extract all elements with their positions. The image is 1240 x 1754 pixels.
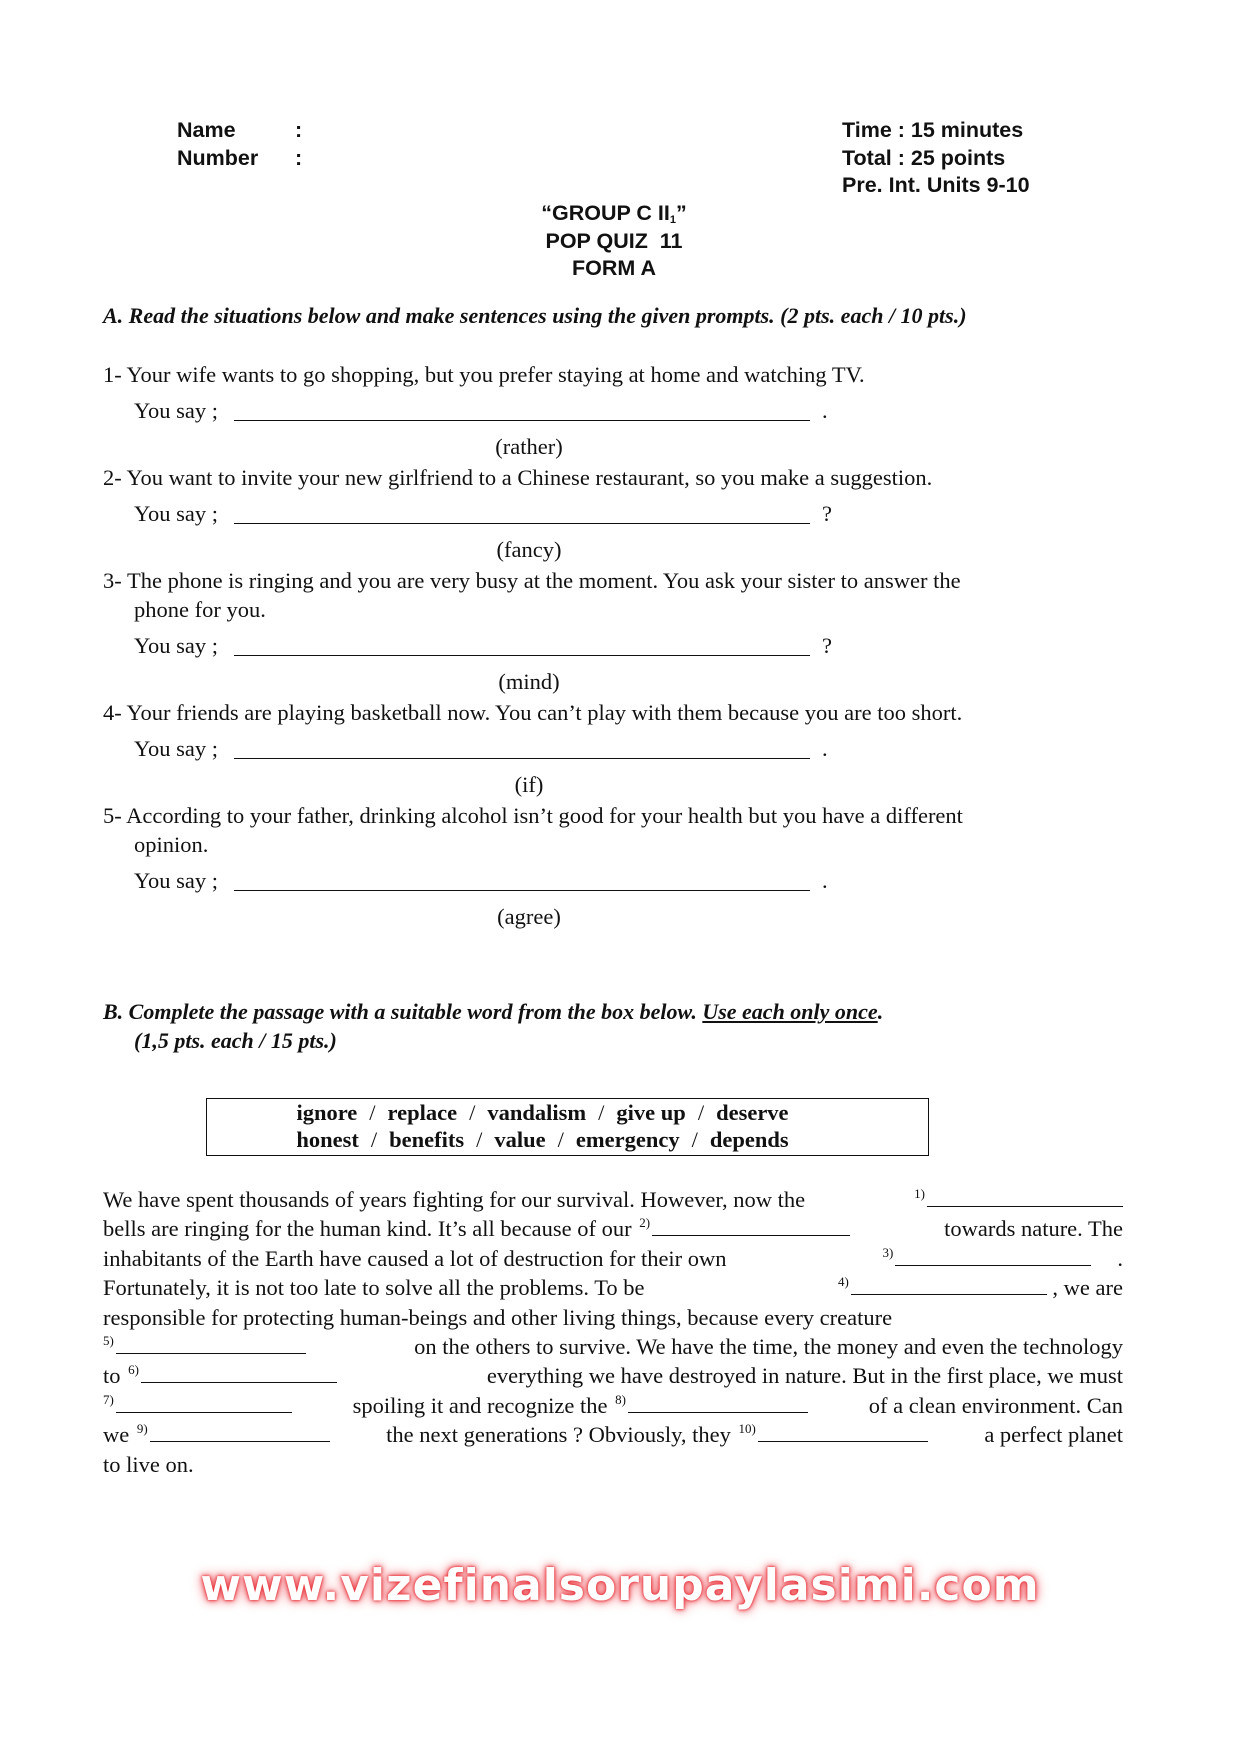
section-a-heading: A. Read the situations below and make sentences using the given prompts. (2 pts. each / 10 pts.) [103, 303, 967, 328]
answer-line[interactable] [234, 655, 810, 656]
blank-1[interactable] [927, 1186, 1123, 1207]
question-text: 2- You want to invite your new girlfriend to a Chinese restaurant, so you make a suggestion. [103, 465, 933, 490]
passage-line [103, 1391, 1123, 1420]
you-say-label: You say ; [134, 736, 218, 761]
question-text: 4- Your friends are playing basketball now. You can’t play with them because you are too short. [103, 700, 963, 725]
passage-text: we [103, 1422, 130, 1448]
prompt-word: (agree) [497, 904, 561, 929]
units-info: Pre. Int. Units 9-10 [842, 173, 1030, 197]
group-subscript: 1 [669, 214, 676, 226]
passage-text: Fortunately, it is not too late to solve all the problems. To be [103, 1275, 645, 1301]
passage-text: of a clean environment. Can [868, 1392, 1123, 1418]
answer-line[interactable] [234, 523, 810, 524]
passage-text: on the others to survive. We have the time, the money and even the technology [414, 1333, 1123, 1359]
blank-number-5: 5) [103, 1332, 114, 1348]
you-say-label: You say ; [134, 868, 218, 893]
number-label: Number [177, 145, 259, 170]
question-4 [103, 698, 1103, 799]
blank-8[interactable] [628, 1392, 808, 1413]
blank-number-8: 8) [615, 1391, 626, 1407]
passage-line [103, 1273, 1123, 1302]
quiz-info [842, 117, 1030, 200]
section-b-points: (1,5 pts. each / 15 pts.) [134, 1028, 337, 1053]
answer-line[interactable] [234, 420, 810, 421]
question-text: 3- The phone is ringing and you are very busy at the moment. You ask your sister to answer the [103, 568, 961, 593]
answer-punctuation: . [822, 868, 828, 893]
question-text: 5- According to your father, drinking alcohol isn’t good for your health but you have a different [103, 803, 963, 828]
passage-line [103, 1450, 1123, 1479]
answer-row [103, 859, 1103, 903]
blank-4[interactable] [851, 1274, 1047, 1295]
quiz-number: POP QUIZ 11 [545, 228, 683, 253]
passage-text: to live on. [103, 1451, 194, 1477]
blank-number-2: 2) [639, 1215, 651, 1231]
passage-text: spoiling it and recognize the [352, 1392, 608, 1418]
quiz-title [0, 200, 1228, 283]
passage-text: , we are [1052, 1275, 1123, 1301]
blank-number-9: 9) [136, 1421, 148, 1437]
passage-line [103, 1303, 1123, 1332]
question-1 [103, 360, 1103, 461]
answer-punctuation: ? [822, 633, 832, 658]
answer-row [103, 624, 1103, 668]
passage-text: a perfect planet [984, 1422, 1123, 1448]
blank-number-7: 7) [103, 1391, 114, 1407]
passage-line [103, 1185, 1123, 1214]
blank-9[interactable] [150, 1421, 330, 1442]
passage-text: bells are ringing for the human kind. It’s all because of our [103, 1216, 632, 1242]
watermark: www.vizefinalsorupaylasimi.com [200, 1560, 1040, 1611]
passage-text: the next generations ? Obviously, they [386, 1422, 731, 1448]
student-info [177, 117, 302, 172]
passage-line [103, 1420, 1123, 1449]
form-label: FORM A [572, 256, 656, 280]
blank-5[interactable] [116, 1333, 306, 1354]
answer-punctuation: . [822, 398, 828, 423]
group-title [0, 200, 1228, 228]
word-option: emergency [575, 1127, 680, 1152]
word-option: ignore [296, 1100, 358, 1125]
word-separator: / [370, 1127, 378, 1152]
word-option: benefits [389, 1127, 465, 1152]
name-label: Name [177, 118, 236, 142]
word-box [206, 1098, 929, 1156]
passage-text: towards nature. The [944, 1216, 1123, 1242]
prompt-word: (mind) [498, 669, 560, 694]
number-field[interactable] [177, 145, 302, 173]
blank-number-1: 1) [914, 1186, 925, 1201]
prompt-word: (fancy) [496, 537, 562, 562]
section-b-instruction: B. Complete the passage with a suitable word from the box below. [103, 999, 703, 1024]
word-separator: / [476, 1127, 483, 1152]
passage-line [103, 1361, 1123, 1390]
answer-punctuation: ? [822, 501, 832, 526]
answer-line[interactable] [234, 758, 810, 759]
section-b-underlined: Use each only once [702, 999, 878, 1024]
question-5 [103, 801, 1103, 931]
blank-7[interactable] [116, 1392, 292, 1413]
question-3 [103, 566, 1103, 696]
word-separator: / [369, 1100, 376, 1125]
question-text: opinion. [134, 832, 209, 857]
name-colon: : [295, 118, 303, 142]
answer-line[interactable] [234, 890, 810, 891]
blank-number-10: 10) [738, 1421, 756, 1437]
word-separator: / [598, 1100, 605, 1125]
prompt-word: (if) [514, 772, 544, 797]
passage-text: to [103, 1363, 121, 1389]
total-info: Total : 25 points [842, 145, 1006, 170]
answer-punctuation: . [822, 736, 828, 761]
question-2 [103, 463, 1103, 564]
passage-line [103, 1332, 1123, 1361]
section-a [103, 360, 1103, 933]
question-text: 1- Your wife wants to go shopping, but you prefer staying at home and watching TV. [103, 362, 865, 387]
section-b-heading [103, 997, 883, 1055]
word-box-row-1 [207, 1099, 928, 1126]
you-say-label: You say ; [134, 501, 218, 526]
word-separator: / [691, 1127, 698, 1152]
word-separator: / [469, 1100, 476, 1125]
you-say-label: You say ; [134, 398, 218, 423]
prompt-word: (rather) [495, 434, 563, 459]
word-option: give up [616, 1100, 686, 1125]
blank-2[interactable] [652, 1215, 850, 1236]
word-separator: / [697, 1100, 705, 1125]
passage-text: inhabitants of the Earth have caused a lot of destruction for their own [103, 1245, 727, 1271]
word-separator: / [557, 1127, 564, 1152]
passage-text: We have spent thousands of years fighting for our survival. However, now the [103, 1187, 806, 1212]
name-field[interactable] [177, 117, 302, 145]
passage-text: . [1117, 1245, 1123, 1271]
word-option: honest [296, 1127, 359, 1152]
number-colon: : [295, 145, 303, 170]
passage-line [103, 1214, 1123, 1243]
passage-line [103, 1244, 1123, 1273]
blank-6[interactable] [141, 1362, 337, 1383]
passage [103, 1185, 1123, 1479]
answer-row [103, 492, 1103, 536]
group-title-text: “GROUP C II [541, 201, 670, 225]
blank-number-6: 6) [128, 1362, 139, 1378]
word-option: depends [709, 1127, 789, 1152]
word-option: deserve [716, 1100, 789, 1125]
section-b-period: . [877, 999, 884, 1024]
question-text: phone for you. [134, 597, 266, 622]
answer-row [103, 389, 1103, 433]
passage-text: responsible for protecting human-beings and other living things, because every creature [103, 1304, 893, 1330]
blank-number-3: 3) [882, 1244, 894, 1260]
passage-text: everything we have destroyed in nature. But in the first place, we must [486, 1363, 1123, 1389]
word-option: vandalism [487, 1100, 587, 1125]
blank-3[interactable] [895, 1245, 1091, 1266]
word-option: value [494, 1127, 546, 1152]
time-info: Time : 15 minutes [842, 118, 1024, 142]
word-option: replace [387, 1100, 458, 1125]
blank-10[interactable] [758, 1421, 928, 1442]
blank-number-4: 4) [837, 1274, 849, 1290]
answer-row [103, 727, 1103, 771]
you-say-label: You say ; [134, 633, 218, 658]
word-box-row-2 [207, 1126, 928, 1153]
group-title-quote: ” [676, 201, 687, 225]
